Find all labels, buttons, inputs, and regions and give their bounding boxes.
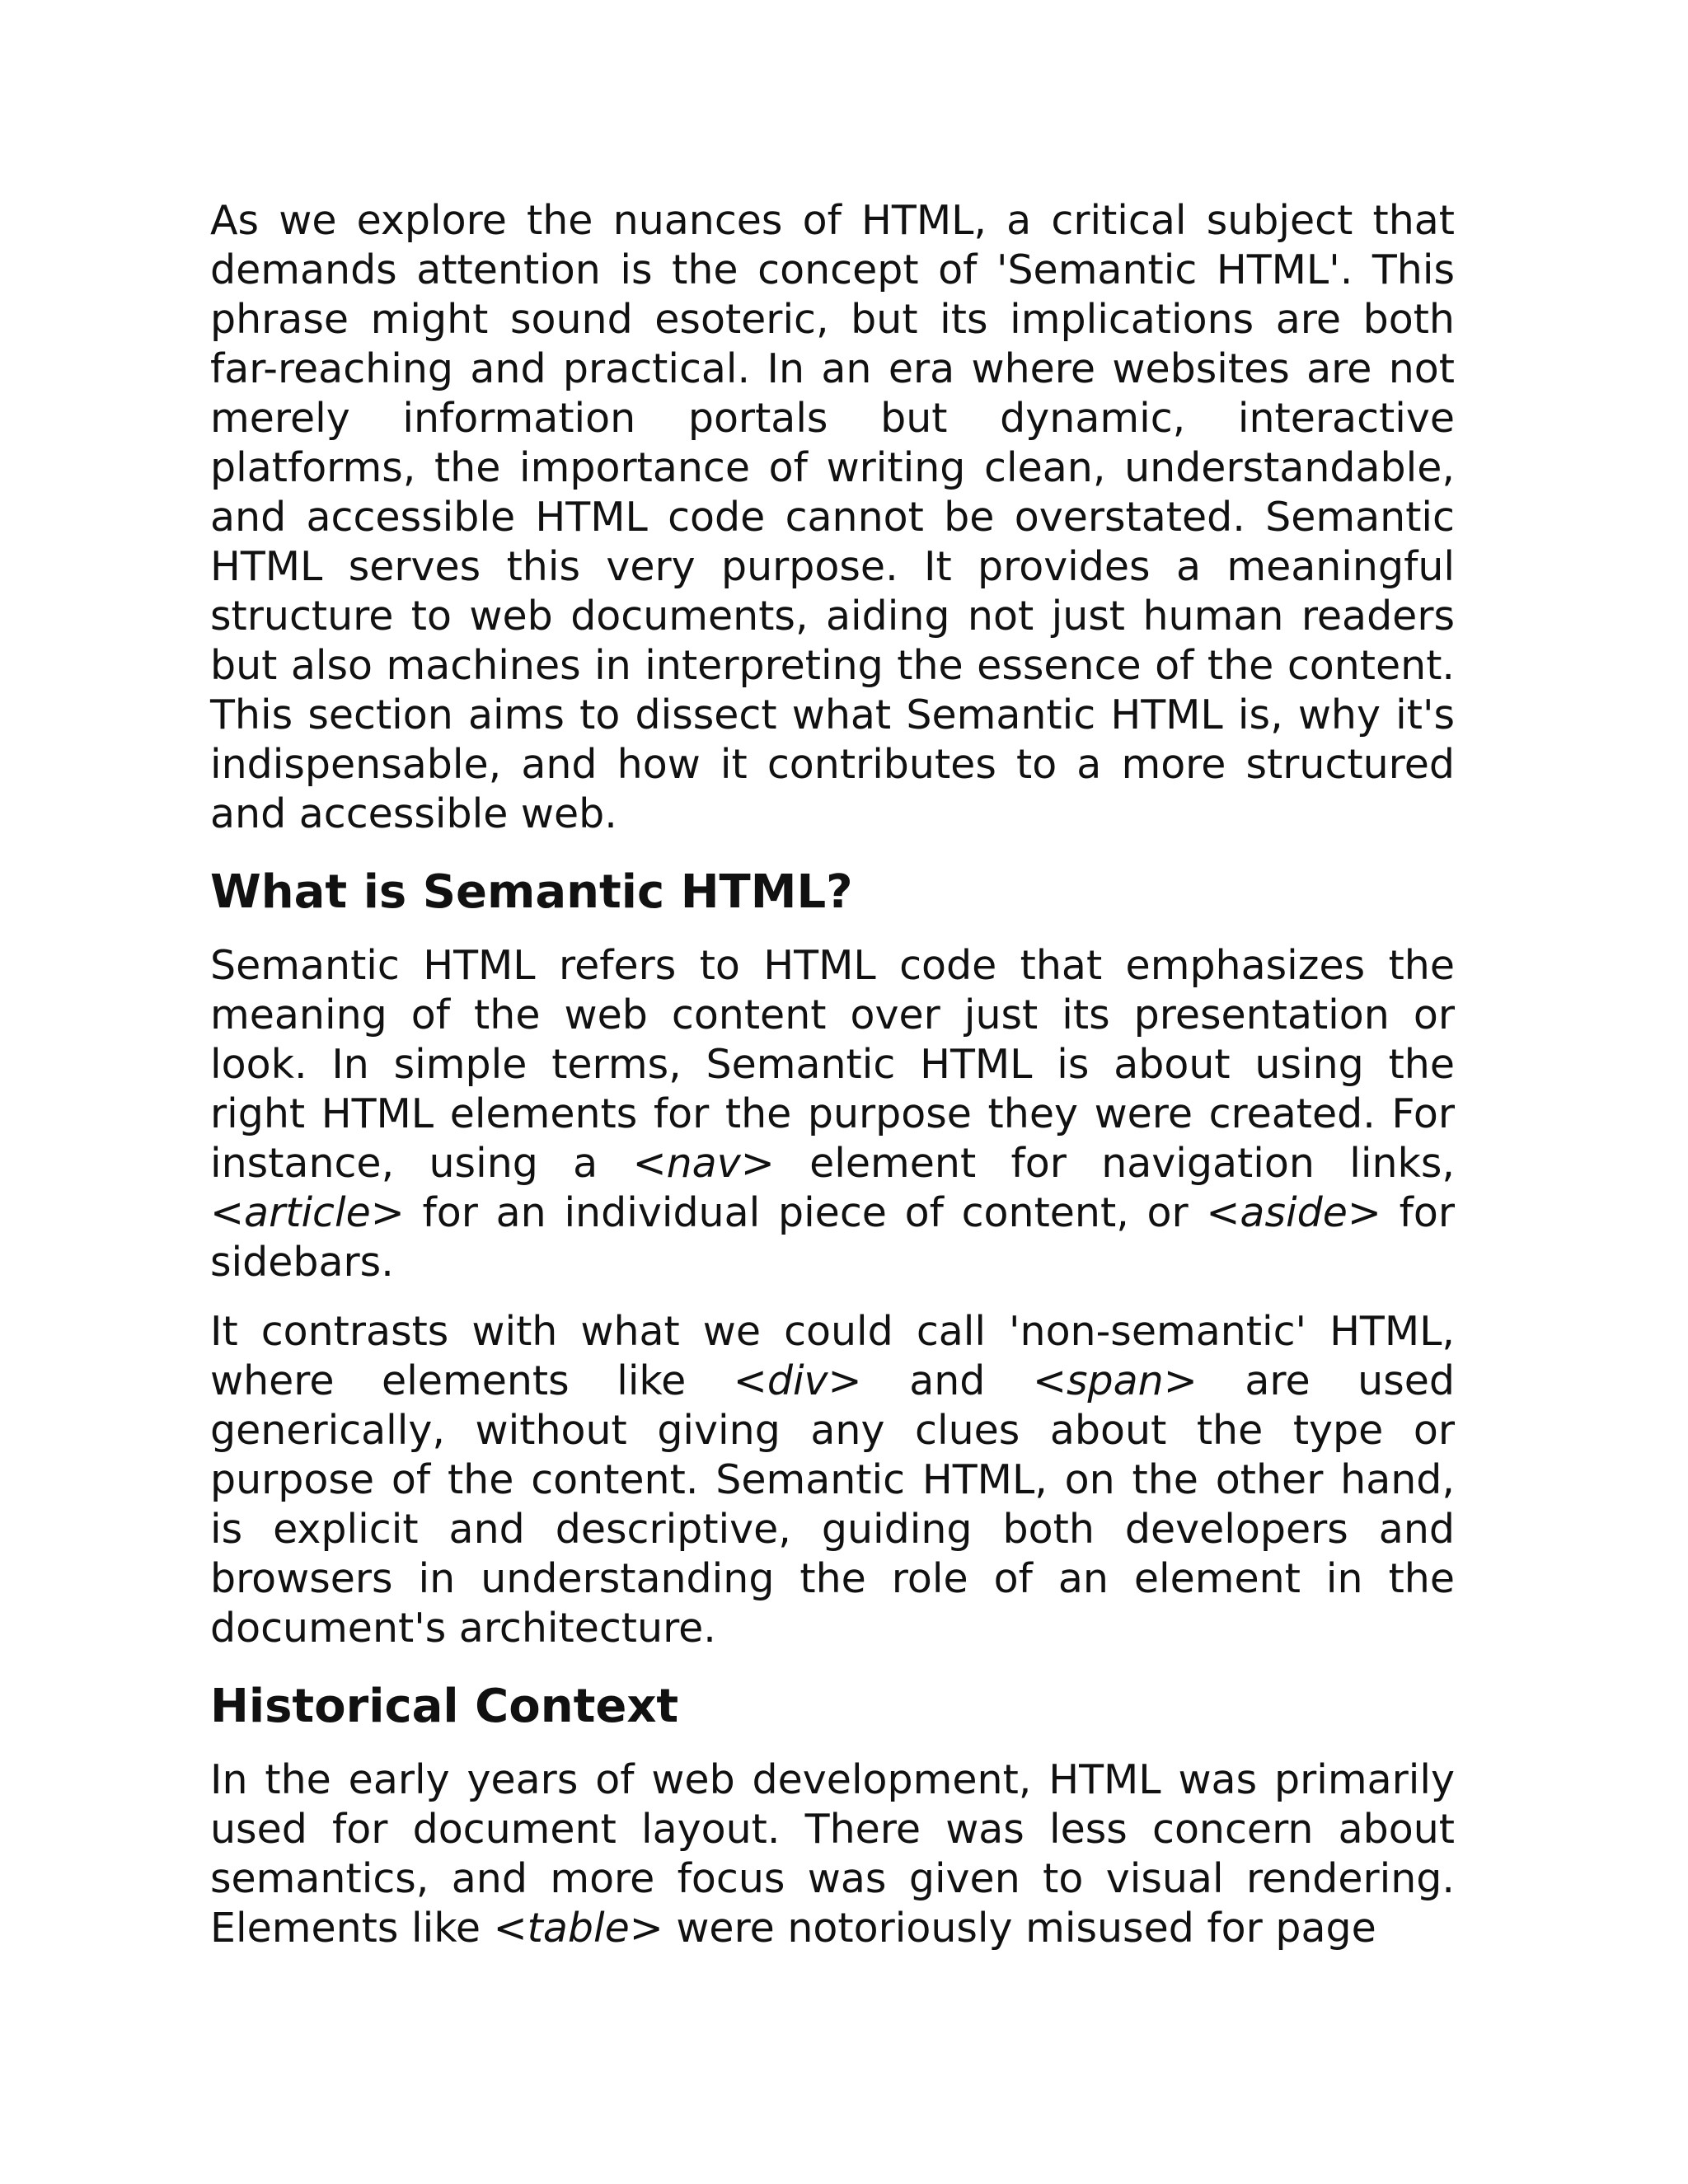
contrast-text-2: and	[861, 1357, 1033, 1404]
contrast-text-3: are used generically, without giving any clues about the type or purpose of the content. Semantic HTML, on the other hand, is explicit and descriptive, guiding both developers and browsers in understanding the role of an element in the document's architecture.	[210, 1357, 1455, 1652]
history-text-1: In the early years of web development, HTML was primarily used for document layout. There was less concern about semantics, and more focus was given to visual rendering. Elements like	[210, 1756, 1455, 1952]
definition-text-2: element for navigation links,	[774, 1140, 1455, 1187]
nav-element-mention: <nav>	[632, 1140, 775, 1187]
span-element-mention: <span>	[1032, 1357, 1198, 1404]
div-element-mention: <div>	[733, 1357, 862, 1404]
intro-paragraph: As we explore the nuances of HTML, a critical subject that demands attention is the concept of 'Semantic HTML'. This phrase might sound esoteric, but its implications are both far-reaching and practical. In an era where websites are not merely information portals but dynamic, interactive platforms, the importance of writing clean, understandable, and accessible HTML code cannot be overstated. Semantic HTML serves this very purpose. It provides a meaningful structure to web documents, aiding not just human readers but also machines in interpreting the essence of the content. This section aims to dissect what Semantic HTML is, why it's indispensable, and how it contributes to a more structured and accessible web.	[210, 197, 1455, 837]
contrast-paragraph	[210, 1307, 1455, 1653]
heading-historical-context: Historical Context	[210, 1680, 679, 1733]
contrast-text-1: It contrasts with what we could call 'non-semantic' HTML, where elements like	[210, 1308, 1455, 1404]
table-element-mention: <table>	[493, 1905, 663, 1952]
definition-text-4: for sidebars.	[210, 1189, 1456, 1286]
definition-paragraph	[210, 941, 1455, 1287]
history-text-2: were notoriously misused for page	[663, 1905, 1376, 1952]
article-element-mention: <article>	[210, 1189, 405, 1236]
document-page	[210, 196, 1455, 1953]
heading-what-is-semantic-html: What is Semantic HTML?	[210, 865, 853, 919]
aside-element-mention: <aside>	[1206, 1189, 1381, 1236]
definition-text-1: Semantic HTML refers to HTML code that emphasizes the meaning of the web content over just its presentation or look. In simple terms, Semantic HTML is about using the right HTML elements for the purpose they were created. For instance, using a	[210, 942, 1455, 1187]
history-paragraph	[210, 1755, 1455, 1953]
definition-text-3: for an individual piece of content, or	[404, 1189, 1207, 1236]
